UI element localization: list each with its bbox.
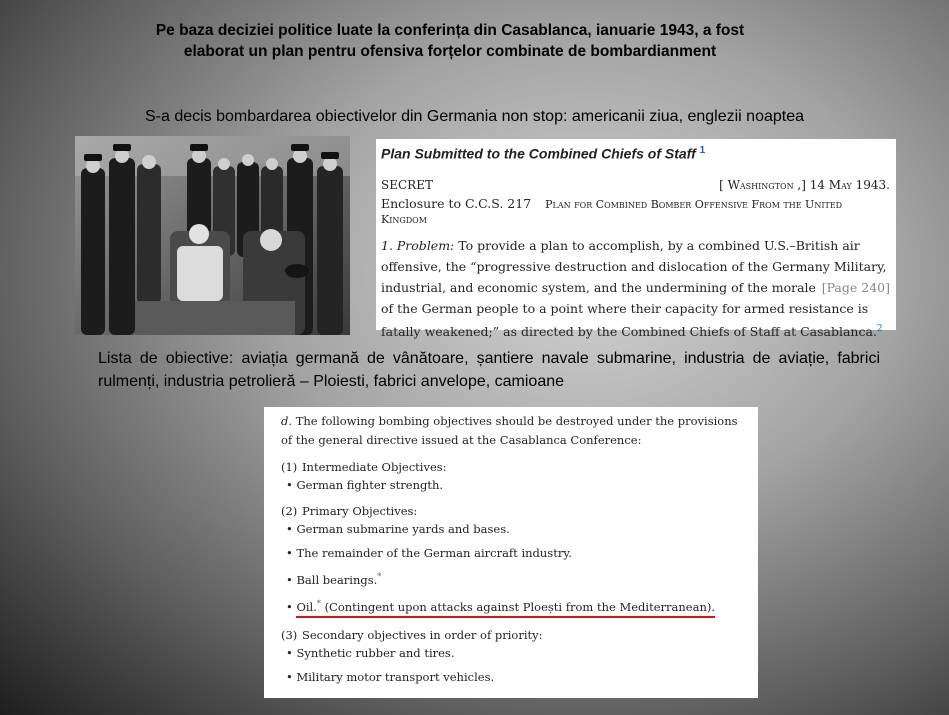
list-item: • The remainder of the German aircraft industry.: [281, 544, 742, 562]
list-item: • German submarine yards and bases.: [281, 520, 742, 538]
problem-text: To provide a plan to accomplish, by a combined U.S.–British air offensive, the “progressive destruction and dislocation of the Germany: [381, 237, 860, 274]
plan-title: Plan Submitted to the Combined Chiefs of Staff $^1$: [381, 145, 706, 162]
place-date: [ Washington ,] 14 May 1943.: [719, 177, 890, 192]
objectives-intro: d. The following bombing objectives should be destroyed under the provisions of the general directive issued at the Casablanca Conference:: [281, 414, 738, 447]
footnote-link[interactable]: 1: [699, 145, 706, 156]
note-mark[interactable]: *: [316, 598, 321, 608]
plan-meta-row: [381, 178, 890, 192]
problem-paragraph: [381, 235, 890, 342]
objective-group-intermediate: (1) Intermediate Objectives: • German fighter strength.: [281, 458, 742, 494]
list-item: • Military motor transport vehicles.: [281, 668, 742, 686]
slide-title: Pe baza deciziei politice luate la conferința din Casablanca, ianuarie 1943, a fost elaborat un plan pentru ofensiva forțelor combinate de bombardianment: [155, 22, 745, 60]
footnote-link[interactable]: 2: [876, 323, 883, 334]
enclosure-line: [381, 196, 890, 226]
objective-group-primary: (2) Primary Objectives: • German submarine yards and bases. • The remainder of the German aircraft industry. • Ball bearings.* • Oil.* (Contingent upon attacks against Ploești from the Mediterranean).: [281, 502, 742, 618]
list-item-oil: [281, 595, 742, 618]
enclosure-title: Plan for Combined Bomber Offensive From the United Kingdom: [381, 197, 843, 226]
problem-text-continued: Military, industrial, and economic system, and the undermining of the morale of the German people to a point where their capacity for armed resistance is fatally weakened;” as directed by the Combined Chiefs of Staff at Casablanca.: [381, 258, 887, 339]
problem-label: 1. Problem:: [381, 237, 455, 253]
bombing-objectives-excerpt: [264, 407, 758, 698]
objectives-list-text: Lista de obiective: aviația germană de vânătoare, șantiere navale submarine, industria de aviație, fabrici rulmenți, industria petrolieră – Ploiesti, fabrici anvelope, camioane: [98, 350, 880, 390]
list-item: • German fighter strength.: [281, 476, 742, 494]
enclosure-ref: Enclosure to C.C.S. 217: [381, 195, 532, 211]
list-item: • Ball bearings.*: [281, 568, 742, 589]
casablanca-conference-photo: [75, 136, 350, 335]
classification-label: SECRET: [381, 177, 433, 192]
list-item: • Synthetic rubber and tires.: [281, 644, 742, 662]
objective-group-secondary: (3) Secondary objectives in order of priority: • Synthetic rubber and tires. • Military motor transport vehicles.: [281, 626, 742, 686]
note-mark[interactable]: *: [377, 572, 382, 581]
plan-document-excerpt: [376, 139, 896, 339]
page-reference: [Page 240]: [821, 279, 890, 295]
red-underline: Oil.* (Contingent upon attacks against Ploești from the Mediterranean).: [296, 595, 715, 618]
slide-subtitle: S-a decis bombardarea obiectivelor din Germania non stop: americanii ziua, englezii noaptea: [144, 108, 805, 125]
